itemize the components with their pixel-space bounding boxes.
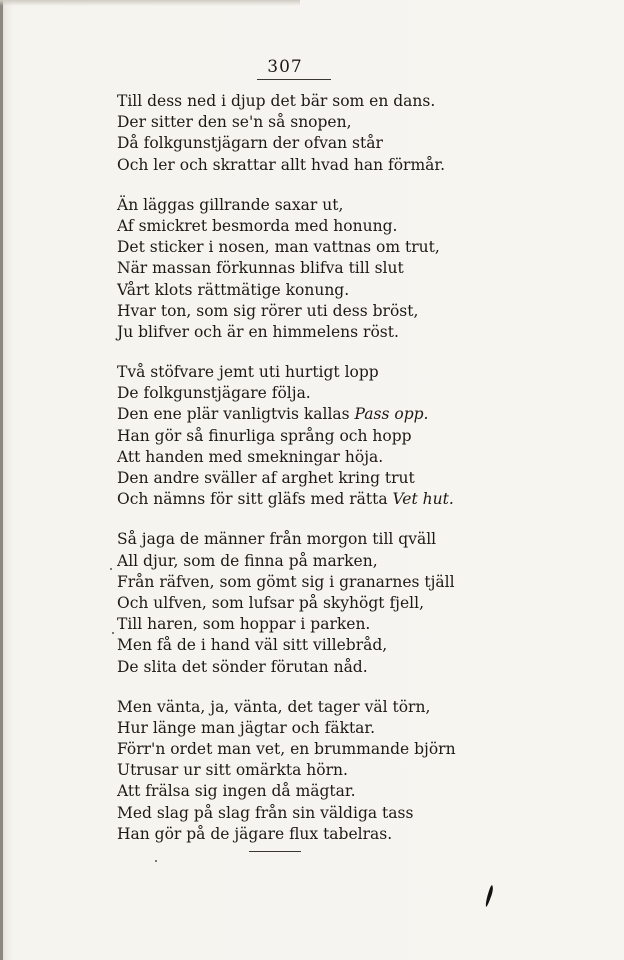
- poem-line: Men få de i hand väl sitt villebråd,: [117, 636, 388, 655]
- poem-line: Den andre sväller af arghet kring trut: [117, 469, 415, 487]
- poem-line: Två stöfvare jemt uti hurtigt lopp: [117, 363, 379, 382]
- poem-line-text: Den ene plär vanligtvis kallas: [117, 405, 355, 424]
- poem-line: [117, 489, 517, 510]
- poem-line-text: Och nämns för sitt gläfs med rätta: [117, 490, 393, 509]
- end-rule: [249, 851, 301, 852]
- poem-line: Så jaga de männer från morgon till qväll: [117, 530, 437, 549]
- poem: [117, 91, 517, 864]
- print-speck: [112, 632, 114, 634]
- poem-line: Från räfven, som gömt sig i granarnes tjäll: [117, 572, 455, 591]
- poem-line: [117, 404, 517, 425]
- poem-line: Än läggas gillrande saxar ut,: [117, 195, 344, 214]
- poem-line: Vårt klots rättmätige konung.: [117, 280, 350, 299]
- ink-blot-icon: [485, 884, 494, 908]
- poem-line: När massan förkunnas blifva till slut: [117, 259, 404, 278]
- poem-line: Ju blifver och är en himmelens röst.: [117, 322, 399, 341]
- poem-line: Förr'n ordet man vet, en brummande björn: [117, 740, 456, 759]
- poem-line: Af smickret besmorda med honung.: [117, 216, 398, 235]
- dog-name-vet-hut: Vet hut.: [392, 490, 454, 509]
- poem-line: Hur länge man jägtar och fäktar.: [117, 718, 376, 737]
- poem-line: Men vänta, ja, vänta, det tager väl törn,: [117, 697, 431, 716]
- stanza-2: [117, 195, 517, 343]
- poem-line: Det sticker i nosen, man vattnas om trut,: [117, 238, 440, 257]
- poem-line: Att handen med smekningar höja.: [117, 447, 384, 466]
- poem-line: Utrusar ur sitt omärkta hörn.: [117, 761, 348, 780]
- poem-line: Då folkgunstjägarn der ofvan står: [117, 134, 383, 153]
- poem-line: De slita det sönder förutan nåd.: [117, 657, 368, 676]
- poem-line: Till haren, som hoppar i parken.: [117, 615, 371, 634]
- print-speck: [110, 568, 112, 570]
- poem-line: Att frälsa sig ingen då mägtar.: [117, 782, 356, 801]
- poem-line: Med slag på slag från sin väldiga tass: [117, 803, 414, 822]
- print-speck: [155, 860, 157, 862]
- poem-line: All djur, som de finna på marken,: [117, 551, 378, 570]
- stanza-3: [117, 362, 517, 510]
- page-top-edge: [0, 0, 300, 6]
- stanza-1: [117, 91, 517, 176]
- page-number-rule: [257, 79, 331, 80]
- poem-line: Till dess ned i djup det bär som en dans.: [117, 92, 436, 110]
- poem-line: Och ulfven, som lufsar på skyhögt fjell,: [117, 593, 425, 612]
- dog-name-pass-opp: Pass opp.: [354, 405, 429, 424]
- page-number: 307: [267, 57, 303, 77]
- poem-line: De folkgunstjägare följa.: [117, 384, 311, 403]
- stanza-4: [117, 529, 517, 677]
- poem-line: Han gör så finurliga språng och hopp: [117, 426, 412, 445]
- poem-line: Han gör på de jägare flux tabelras.: [117, 824, 393, 843]
- poem-line: Och ler och skrattar allt hvad han förmår.: [117, 155, 446, 174]
- poem-line: Der sitter den se'n så snopen,: [117, 113, 352, 132]
- stanza-5: [117, 697, 517, 845]
- poem-line: Hvar ton, som sig rörer uti dess bröst,: [117, 301, 419, 320]
- page-binding-edge: [0, 0, 3, 960]
